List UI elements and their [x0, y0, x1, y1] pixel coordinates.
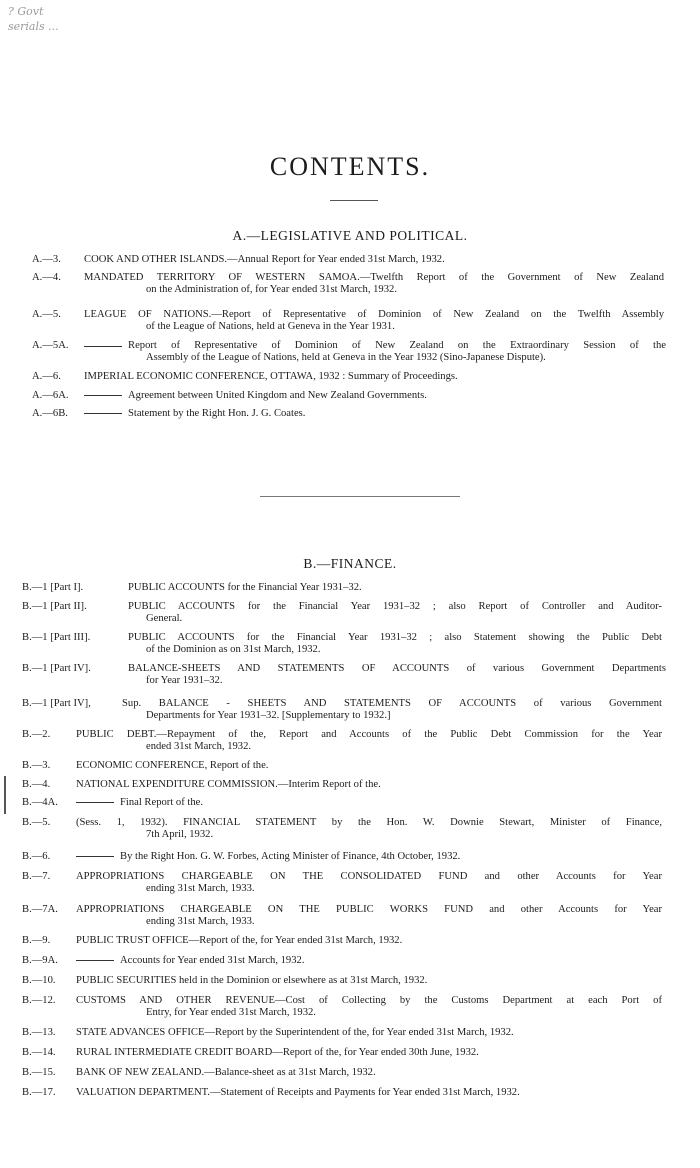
ditto-dash — [76, 856, 114, 857]
entry-text-continued: Entry, for Year ended 31st March, 1932. — [146, 1007, 316, 1018]
entry-code: B.—1 [Part IV], — [22, 698, 91, 709]
entry-text: VALUATION DEPARTMENT.—Statement of Receipts and Payments for Year ended 31st March, 1932. — [76, 1087, 520, 1098]
entry-text: BANK OF NEW ZEALAND.—Balance-sheet as at 31st March, 1932. — [76, 1067, 376, 1078]
entry-text-continued: of the League of Nations, held at Geneva in the Year 1931. — [146, 321, 395, 332]
page-title: CONTENTS. — [269, 152, 431, 181]
entry-text: Final Report of the. — [120, 797, 203, 808]
handwritten-line-2: serials ... — [8, 20, 59, 33]
entry-code: B.—15. — [22, 1067, 56, 1078]
entry-text-continued: for Year 1931–32. — [146, 675, 223, 686]
entry-code: B.—1 [Part III]. — [22, 632, 91, 643]
entry-text: PUBLIC TRUST OFFICE—Report of the, for Year ended 31st March, 1932. — [76, 935, 403, 946]
ditto-dash — [84, 395, 122, 396]
entry-code: B.—3. — [22, 760, 51, 771]
entry-code: B.—1 [Part I]. — [22, 582, 84, 593]
entry-text: PUBLIC ACCOUNTS for the Financial Year 1931–32 ; also Report of Controller and Auditor- — [128, 601, 662, 612]
entry-text: PUBLIC DEBT.—Repayment of the, Report and Accounts of the Public Debt Commission for the Year — [76, 729, 662, 740]
section-divider — [260, 496, 460, 497]
entry-text: Agreement between United Kingdom and New Zealand Governments. — [128, 390, 427, 401]
entry-text: Sup. BALANCE - SHEETS AND STATEMENTS OF ACCOUNTS of various Government — [122, 698, 662, 709]
entry-text: COOK AND OTHER ISLANDS.—Annual Report for Year ended 31st March, 1932. — [84, 254, 445, 265]
entry-code: B.—7. — [22, 871, 51, 882]
entry-code: A.—6A. — [32, 390, 69, 401]
entry-text: NATIONAL EXPENDITURE COMMISSION.—Interim Report of the. — [76, 779, 381, 790]
margin-bracket-mark — [4, 776, 6, 814]
entry-code: A.—3. — [32, 254, 61, 265]
entry-code: B.—6. — [22, 851, 51, 862]
entry-text-continued: of the Dominion as on 31st March, 1932. — [146, 644, 321, 655]
handwritten-line-1: ? Govt — [8, 5, 44, 18]
section-b-heading: B.—FINANCE. — [303, 556, 397, 571]
entry-code: B.—4. — [22, 779, 51, 790]
entry-code: A.—6B. — [32, 408, 68, 419]
entry-text-continued: ended 31st March, 1932. — [146, 741, 252, 752]
ditto-dash — [84, 346, 122, 352]
entry-code: B.—5. — [22, 817, 51, 828]
entry-text-continued: on the Administration of, for Year ended 31st March, 1932. — [146, 284, 397, 295]
entry-text: APPROPRIATIONS CHARGEABLE ON THE PUBLIC WORKS FUND and other Accounts for Year — [76, 904, 662, 915]
entry-code: B.—1 [Part II]. — [22, 601, 87, 612]
entry-code: B.—14. — [22, 1047, 56, 1058]
ditto-dash — [84, 413, 122, 414]
ditto-dash — [76, 960, 114, 961]
handwritten-annotation — [8, 4, 59, 34]
entry-text: Report of Representative of Dominion of New Zealand on the Extraordinary Session of the — [128, 340, 666, 351]
entry-code: B.—9. — [22, 935, 51, 946]
ditto-dash — [76, 802, 114, 803]
entry-text: PUBLIC ACCOUNTS for the Financial Year 1931–32. — [128, 582, 362, 593]
entry-text: Accounts for Year ended 31st March, 1932. — [120, 955, 305, 966]
entry-text: APPROPRIATIONS CHARGEABLE ON THE CONSOLIDATED FUND and other Accounts for Year — [76, 871, 662, 882]
entry-text: CUSTOMS AND OTHER REVENUE—Cost of Collecting by the Customs Department at each Port of — [76, 995, 662, 1006]
entry-code: B.—7A. — [22, 904, 58, 915]
title-divider — [330, 200, 378, 201]
entry-code: B.—9A. — [22, 955, 58, 966]
entry-text: (Sess. 1, 1932). FINANCIAL STATEMENT by the Hon. W. Downie Stewart, Minister of Finance, — [76, 817, 662, 828]
entry-code: A.—5. — [32, 309, 61, 320]
entry-text-continued: 7th April, 1932. — [146, 829, 214, 840]
entry-code: B.—1 [Part IV]. — [22, 663, 91, 674]
entry-text: STATE ADVANCES OFFICE—Report by the Superintendent of the, for Year ended 31st March, 1932. — [76, 1027, 514, 1038]
entry-code: B.—4A. — [22, 797, 58, 808]
entry-text: By the Right Hon. G. W. Forbes, Acting Minister of Finance, 4th October, 1932. — [120, 851, 461, 862]
entry-text-continued: General. — [146, 613, 183, 624]
entry-code: A.—5A. — [32, 340, 69, 351]
entry-code: B.—12. — [22, 995, 56, 1006]
entry-text: ECONOMIC CONFERENCE, Report of the. — [76, 760, 269, 771]
entry-code: B.—17. — [22, 1087, 56, 1098]
entry-text: PUBLIC SECURITIES held in the Dominion or elsewhere as at 31st March, 1932. — [76, 975, 428, 986]
entry-code: B.—10. — [22, 975, 56, 986]
entry-text: Statement by the Right Hon. J. G. Coates. — [128, 408, 306, 419]
entry-code: B.—13. — [22, 1027, 56, 1038]
entry-text-continued: Departments for Year 1931–32. [Supplementary to 1932.] — [146, 710, 391, 721]
entry-code: B.—2. — [22, 729, 51, 740]
entry-text-continued: ending 31st March, 1933. — [146, 883, 255, 894]
entry-code: A.—4. — [32, 272, 61, 283]
entry-text: PUBLIC ACCOUNTS for the Financial Year 1931–32 ; also Statement showing the Public Debt — [128, 632, 662, 643]
entry-code: A.—6. — [32, 371, 61, 382]
entry-text: LEAGUE OF NATIONS.—Report of Representative of Dominion of New Zealand on the Twelfth Assembly — [84, 309, 664, 320]
entry-text: BALANCE-SHEETS AND STATEMENTS OF ACCOUNTS of various Government Departments — [128, 663, 666, 674]
entry-text: MANDATED TERRITORY OF WESTERN SAMOA.—Twelfth Report of the Government of New Zealand — [84, 272, 664, 283]
entry-text-continued: ending 31st March, 1933. — [146, 916, 255, 927]
entry-text: IMPERIAL ECONOMIC CONFERENCE, OTTAWA, 1932 : Summary of Proceedings. — [84, 371, 458, 382]
section-a-heading: A.—LEGISLATIVE AND POLITICAL. — [232, 228, 468, 243]
entry-text: RURAL INTERMEDIATE CREDIT BOARD—Report of the, for Year ended 30th June, 1932. — [76, 1047, 479, 1058]
entry-text-continued: Assembly of the League of Nations, held at Geneva in the Year 1932 (Sino-Japanese Dispute). — [146, 352, 546, 363]
